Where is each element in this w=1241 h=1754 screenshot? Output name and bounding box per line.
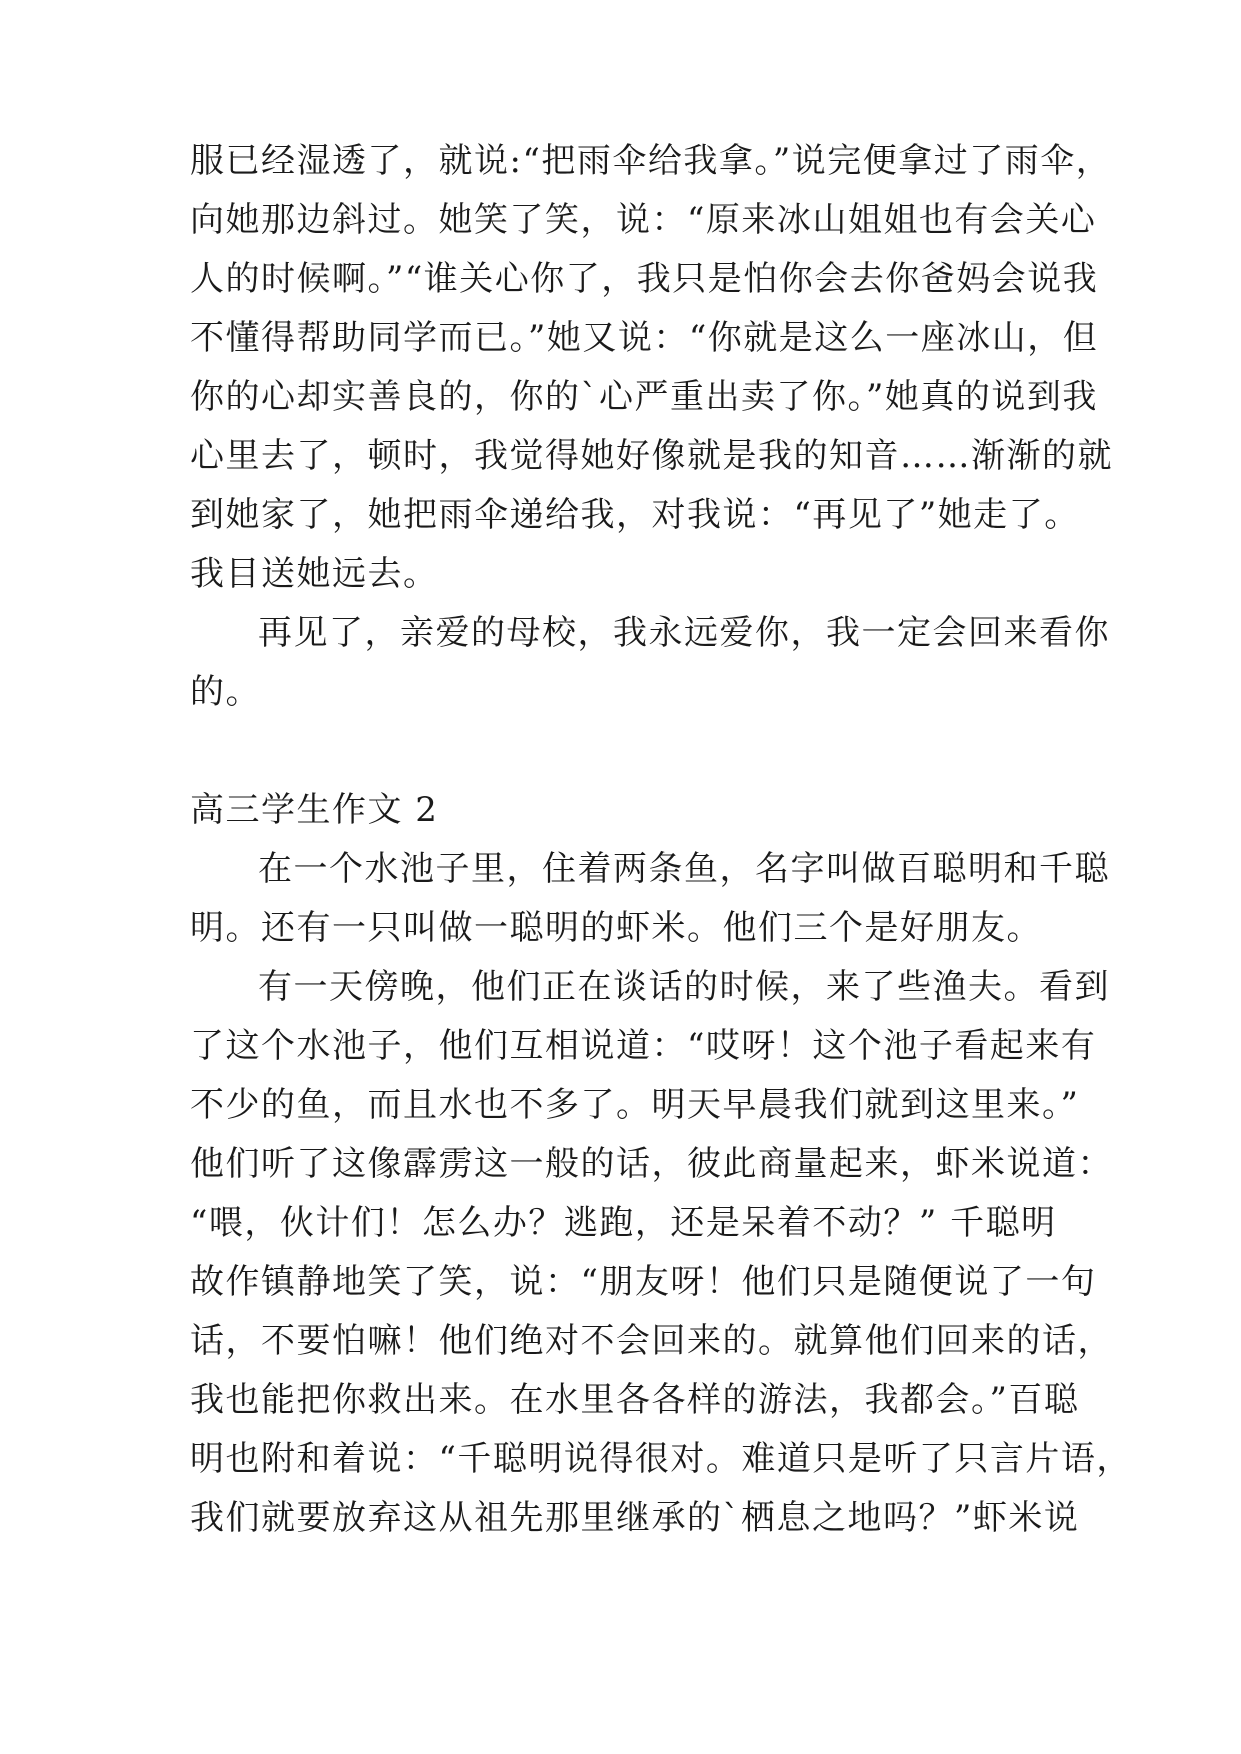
essay-heading: 高三学生作文 2: [190, 790, 439, 830]
text-line: “喂，伙计们！怎么办？逃跑，还是呆着不动？” 千聪明: [190, 1203, 1057, 1243]
text-line: 了这个水池子，他们互相说道：“哎呀！这个池子看起来有: [190, 1026, 1097, 1066]
text-line: 故作镇静地笑了笑，说：“朋友呀！他们只是随便说了一句: [190, 1262, 1097, 1302]
text-line: 我目送她远去。: [190, 554, 439, 594]
text-line: 我们就要放弃这从祖先那里继承的`栖息之地吗？”虾米说: [190, 1498, 1080, 1538]
text-line: 明。还有一只叫做一聪明的虾米。他们三个是好朋友。: [190, 908, 1042, 948]
text-line: 再见了，亲爱的母校，我永远爱你，我一定会回来看你: [258, 613, 1110, 653]
text-line: 到她家了，她把雨伞递给我，对我说：“再见了”她走了。: [190, 495, 1080, 535]
text-line: 我也能把你救出来。在水里各各样的游法，我都会。”百聪: [190, 1380, 1080, 1420]
text-line: 在一个水池子里，住着两条鱼，名字叫做百聪明和千聪: [258, 849, 1110, 889]
text-line: 他们听了这像霹雳这一般的话，彼此商量起来，虾米说道：: [190, 1144, 1113, 1184]
text-line: 你的心却实善良的，你的`心严重出卖了你。”她真的说到我: [190, 377, 1098, 417]
text-line: 向她那边斜过。她笑了笑，说：“原来冰山姐姐也有会关心: [190, 200, 1097, 240]
paragraph-farewell: [190, 604, 1110, 722]
text-line: 人的时候啊。”“谁关心你了，我只是怕你会去你爸妈会说我: [190, 259, 1099, 299]
text-line: 的。: [190, 672, 261, 712]
text-line: 话，不要怕嘛！他们绝对不会回来的。就算他们回来的话，: [190, 1321, 1113, 1361]
blank-line: [190, 722, 1050, 781]
text-line: 明也附和着说：“千聪明说得很对。难道只是听了只言片语，: [190, 1439, 1132, 1479]
text-line: 不少的鱼，而且水也不多了。明天早晨我们就到这里来。”: [190, 1085, 1080, 1125]
paragraph-umbrella-story: [190, 132, 1113, 604]
text-line: 不懂得帮助同学而已。”她又说：“你就是这么一座冰山，但: [190, 318, 1099, 358]
text-line: 心里去了，顿时，我觉得她好像就是我的知音……渐渐的就: [190, 436, 1113, 476]
text-line: 有一天傍晚，他们正在谈话的时候，来了些渔夫。看到: [258, 967, 1110, 1007]
document-body: [190, 132, 1132, 1548]
paragraph-fish-intro: [190, 840, 1110, 958]
text-line: 服已经湿透了，就说:“把雨伞给我拿。”说完便拿过了雨伞，: [190, 141, 1112, 181]
paragraph-fishermen: [190, 958, 1132, 1548]
